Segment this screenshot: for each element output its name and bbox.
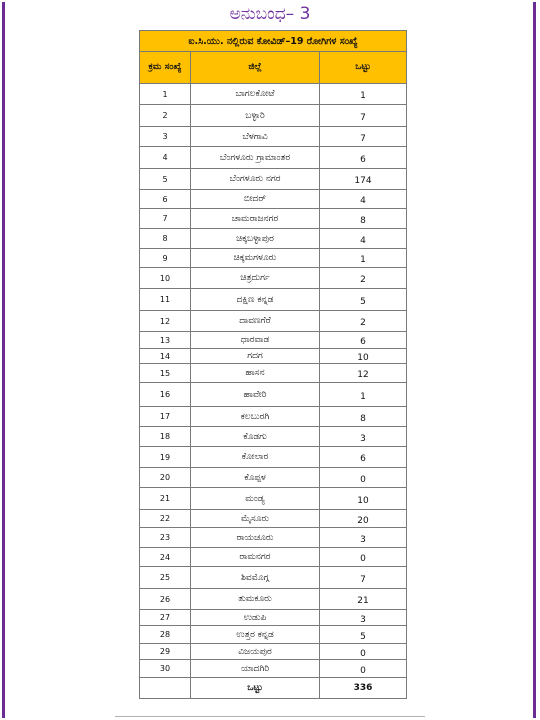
district-name-cell: ಬಳ್ಳಾರಿ — [191, 105, 320, 127]
table-row — [140, 147, 407, 169]
patient-count-cell: 2 — [320, 268, 407, 289]
table-row — [140, 249, 407, 268]
serial-number-cell: 28 — [140, 626, 191, 644]
table-row — [140, 610, 407, 626]
serial-number-cell: 9 — [140, 249, 191, 268]
district-name-cell: ಬೀದರ್ — [191, 190, 320, 209]
patient-count-cell: 6 — [320, 447, 407, 468]
icu-patients-table — [139, 30, 407, 699]
header-district: ಜಿಲ್ಲೆ — [191, 52, 320, 84]
serial-number-cell: 24 — [140, 548, 191, 567]
serial-number-cell: 14 — [140, 349, 191, 364]
district-name-cell: ವಿಜಯಪುರ — [191, 644, 320, 660]
table-row — [140, 548, 407, 567]
table-row — [140, 268, 407, 289]
patient-count-cell: 6 — [320, 147, 407, 169]
patient-count-cell: 5 — [320, 626, 407, 644]
district-name-cell: ಮೈಸೂರು — [191, 510, 320, 528]
district-name-cell: ಕೊಡಗು — [191, 427, 320, 447]
serial-number-cell: 25 — [140, 567, 191, 589]
patient-count-cell: 1 — [320, 249, 407, 268]
table-title: ಐ.ಸಿ.ಯು. ನಲ್ಲಿರುವ ಕೋವಿಡ್–19 ರೋಗಿಗಳ ಸಂಖ್ಯೆ — [140, 31, 407, 52]
patient-count-cell: 4 — [320, 190, 407, 209]
table-row — [140, 84, 407, 105]
district-name-cell: ಚಿಕ್ಕಬಳ್ಳಾಪುರ — [191, 229, 320, 249]
table-row — [140, 169, 407, 190]
district-name-cell: ಚಾಮರಾಜನಗರ — [191, 209, 320, 229]
district-name-cell: ಕಲಬುರಗಿ — [191, 407, 320, 427]
total-serial-cell — [140, 678, 191, 699]
table-row — [140, 229, 407, 249]
serial-number-cell: 21 — [140, 488, 191, 510]
serial-number-cell: 2 — [140, 105, 191, 127]
table-row — [140, 383, 407, 407]
table-row — [140, 447, 407, 468]
serial-number-cell: 16 — [140, 383, 191, 407]
patient-count-cell: 1 — [320, 383, 407, 407]
total-value: 336 — [320, 678, 407, 699]
table-row — [140, 349, 407, 364]
table-row — [140, 567, 407, 589]
header-serial: ಕ್ರಮ ಸಂಖ್ಯೆ — [140, 52, 191, 84]
district-name-cell: ರಾಯಚೂರು — [191, 528, 320, 548]
patient-count-cell: 8 — [320, 209, 407, 229]
district-name-cell: ಬಾಗಲಕೋಟೆ — [191, 84, 320, 105]
serial-number-cell: 8 — [140, 229, 191, 249]
serial-number-cell: 12 — [140, 311, 191, 332]
serial-number-cell: 18 — [140, 427, 191, 447]
table-row — [140, 488, 407, 510]
total-label: ಒಟ್ಟು — [191, 678, 320, 699]
patient-count-cell: 3 — [320, 610, 407, 626]
table-row — [140, 528, 407, 548]
district-name-cell: ಬೆಂಗಳೂರು ಗ್ರಾಮಾಂತರ — [191, 147, 320, 169]
district-name-cell: ಹಾಸನ — [191, 364, 320, 383]
district-name-cell: ಮಂಡ್ಯ — [191, 488, 320, 510]
serial-number-cell: 29 — [140, 644, 191, 660]
patient-count-cell: 0 — [320, 660, 407, 678]
district-name-cell: ಚಿತ್ರದುರ್ಗ — [191, 268, 320, 289]
serial-number-cell: 13 — [140, 332, 191, 349]
patient-count-cell: 12 — [320, 364, 407, 383]
serial-number-cell: 26 — [140, 589, 191, 610]
patient-count-cell: 0 — [320, 468, 407, 488]
serial-number-cell: 5 — [140, 169, 191, 190]
patient-count-cell: 4 — [320, 229, 407, 249]
district-name-cell: ಉಡುಪಿ — [191, 610, 320, 626]
serial-number-cell: 30 — [140, 660, 191, 678]
district-name-cell: ದಕ್ಷಿಣ ಕನ್ನಡ — [191, 289, 320, 311]
district-name-cell: ಚಿಕ್ಕಮಗಳೂರು — [191, 249, 320, 268]
table-row — [140, 510, 407, 528]
table-body — [140, 84, 407, 678]
total-row — [140, 678, 407, 699]
table-row — [140, 332, 407, 349]
patient-count-cell: 174 — [320, 169, 407, 190]
table-row — [140, 626, 407, 644]
table-row — [140, 644, 407, 660]
district-name-cell: ಉತ್ತರ ಕನ್ನಡ — [191, 626, 320, 644]
district-name-cell: ದಾವಣಗೆರೆ — [191, 311, 320, 332]
serial-number-cell: 20 — [140, 468, 191, 488]
district-name-cell: ಗದಗ — [191, 349, 320, 364]
patient-count-cell: 7 — [320, 127, 407, 147]
serial-number-cell: 19 — [140, 447, 191, 468]
table-row — [140, 364, 407, 383]
district-name-cell: ಧಾರವಾಡ — [191, 332, 320, 349]
serial-number-cell: 11 — [140, 289, 191, 311]
patient-count-cell: 3 — [320, 427, 407, 447]
patient-count-cell: 10 — [320, 349, 407, 364]
serial-number-cell: 10 — [140, 268, 191, 289]
table-row — [140, 468, 407, 488]
patient-count-cell: 0 — [320, 548, 407, 567]
serial-number-cell: 1 — [140, 84, 191, 105]
serial-number-cell: 15 — [140, 364, 191, 383]
serial-number-cell: 3 — [140, 127, 191, 147]
patient-count-cell: 7 — [320, 567, 407, 589]
header-total: ಒಟ್ಟು — [320, 52, 407, 84]
table-row — [140, 427, 407, 447]
table-row — [140, 589, 407, 610]
patient-count-cell: 3 — [320, 528, 407, 548]
patient-count-cell: 1 — [320, 84, 407, 105]
table-row — [140, 311, 407, 332]
patient-count-cell: 20 — [320, 510, 407, 528]
page-bottom-rule — [115, 716, 425, 717]
district-name-cell: ಬೆಂಗಳೂರು ನಗರ — [191, 169, 320, 190]
district-name-cell: ಯಾದಗಿರಿ — [191, 660, 320, 678]
patient-count-cell: 7 — [320, 105, 407, 127]
table-row — [140, 209, 407, 229]
patient-count-cell: 21 — [320, 589, 407, 610]
serial-number-cell: 6 — [140, 190, 191, 209]
district-name-cell: ಹಾವೇರಿ — [191, 383, 320, 407]
serial-number-cell: 23 — [140, 528, 191, 548]
district-name-cell: ರಾಮನಗರ — [191, 548, 320, 567]
district-name-cell: ಬೆಳಗಾವಿ — [191, 127, 320, 147]
serial-number-cell: 4 — [140, 147, 191, 169]
table-row — [140, 660, 407, 678]
patient-count-cell: 6 — [320, 332, 407, 349]
district-name-cell: ತುಮಕೂರು — [191, 589, 320, 610]
district-name-cell: ಕೋಲಾರ — [191, 447, 320, 468]
district-name-cell: ಶಿವಮೊಗ್ಗ — [191, 567, 320, 589]
patient-count-cell: 0 — [320, 644, 407, 660]
patient-count-cell: 5 — [320, 289, 407, 311]
table-row — [140, 127, 407, 147]
table-row — [140, 407, 407, 427]
table-row — [140, 105, 407, 127]
table-row — [140, 289, 407, 311]
serial-number-cell: 27 — [140, 610, 191, 626]
serial-number-cell: 17 — [140, 407, 191, 427]
patient-count-cell: 8 — [320, 407, 407, 427]
table-row — [140, 190, 407, 209]
patient-count-cell: 2 — [320, 311, 407, 332]
district-name-cell: ಕೊಪ್ಪಳ — [191, 468, 320, 488]
serial-number-cell: 7 — [140, 209, 191, 229]
patient-count-cell: 10 — [320, 488, 407, 510]
serial-number-cell: 22 — [140, 510, 191, 528]
annex-title: ಅನುಬಂಧ– 3 — [229, 4, 311, 24]
